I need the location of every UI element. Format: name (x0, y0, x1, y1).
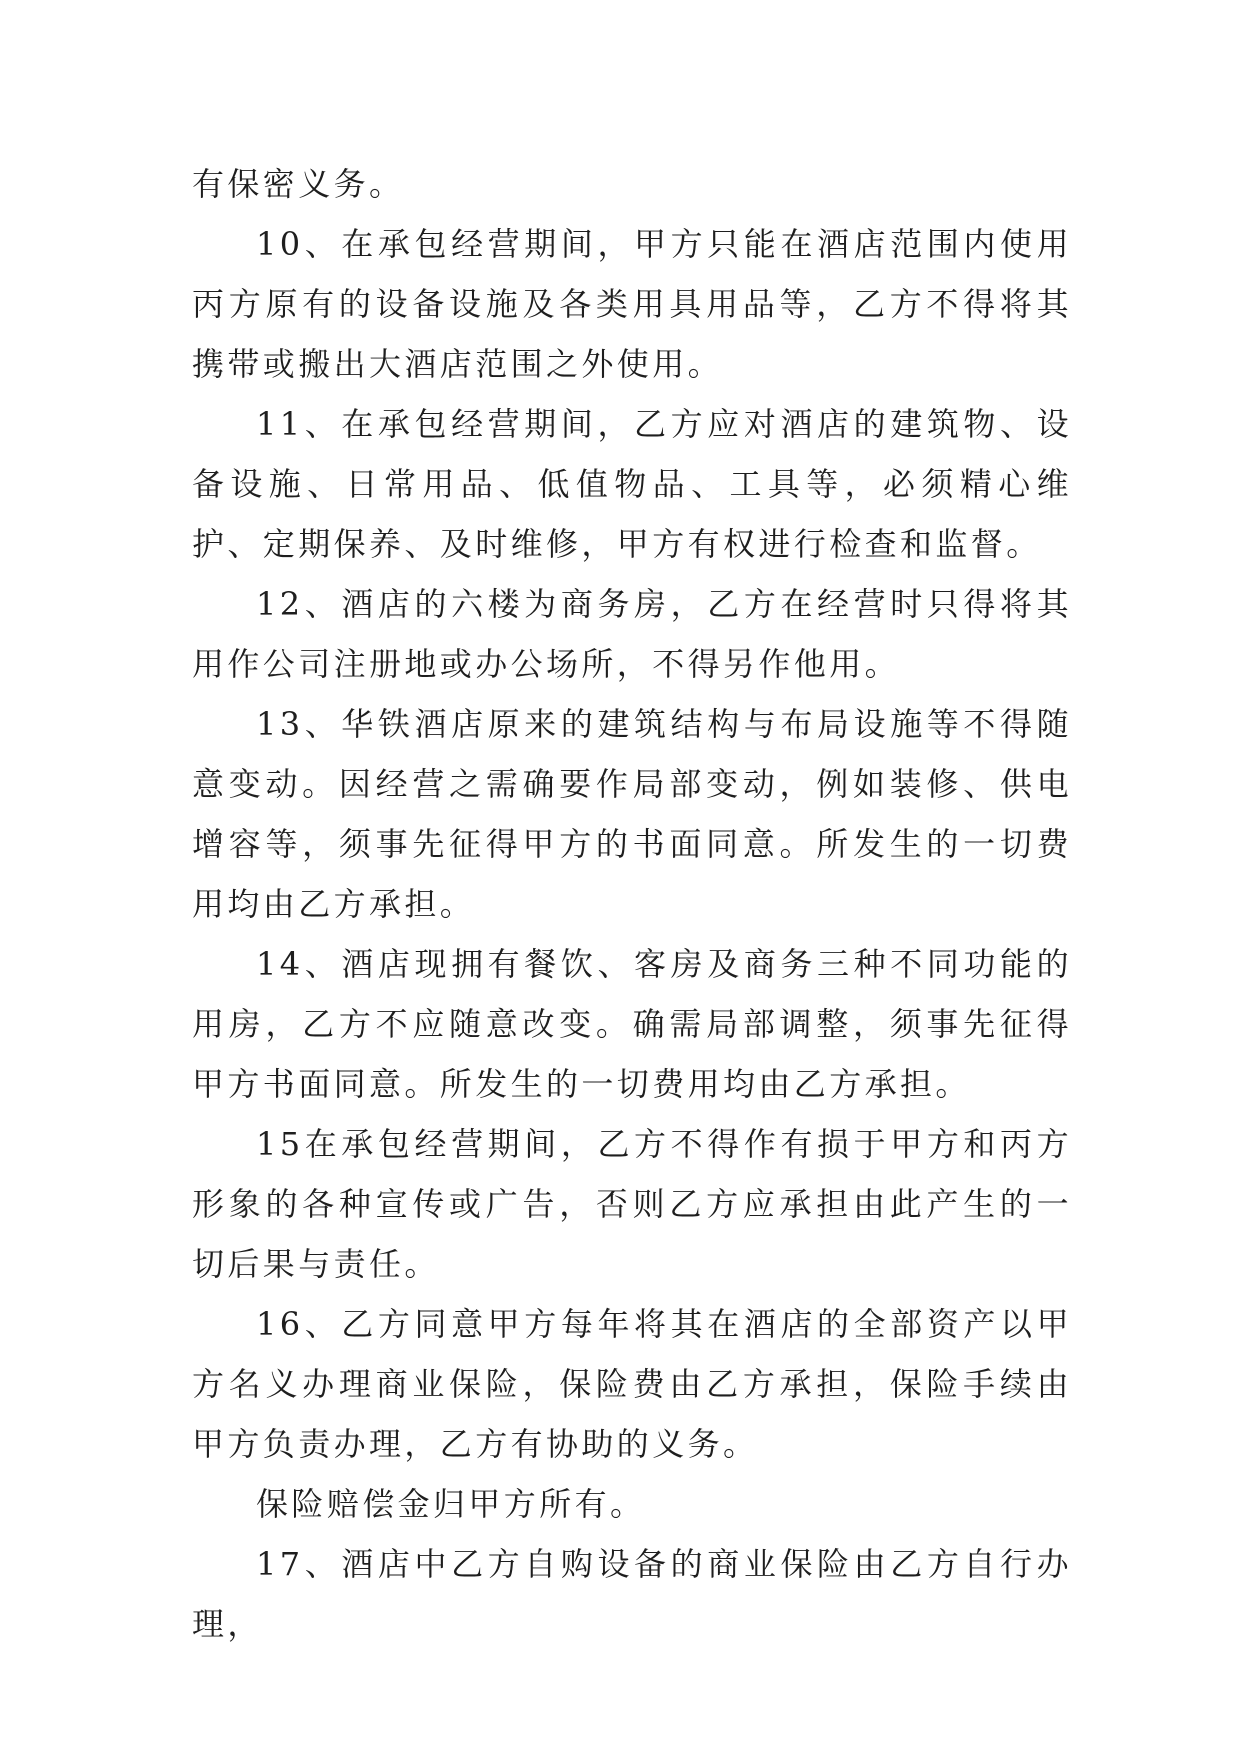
clause-10: 10、在承包经营期间，甲方只能在酒店范围内使用丙方原有的设备设施及各类用具用品等，乙方不得将其携带或搬出大酒店范围之外使用。 (192, 225, 1072, 383)
clause-11: 11、在承包经营期间，乙方应对酒店的建筑物、设备设施、日常用品、低值物品、工具等，必须精心维护、定期保养、及时维修，甲方有权进行检查和监督。 (192, 405, 1072, 563)
clause-16: 16、乙方同意甲方每年将其在酒店的全部资产以甲方名义办理商业保险，保险费由乙方承担，保险手续由甲方负责办理，乙方有协助的义务。 (192, 1305, 1072, 1463)
clause-14: 14、酒店现拥有餐饮、客房及商务三种不同功能的用房，乙方不应随意改变。确需局部调整，须事先征得甲方书面同意。所发生的一切费用均由乙方承担。 (192, 945, 1072, 1103)
clause-16-note: 保险赔偿金归甲方所有。 (256, 1485, 646, 1523)
clause-15: 15在承包经营期间，乙方不得作有损于甲方和丙方形象的各种宣传或广告，否则乙方应承担由此产生的一切后果与责任。 (192, 1125, 1072, 1283)
document-body (192, 154, 1072, 1654)
clause-13: 13、华铁酒店原来的建筑结构与布局设施等不得随意变动。因经营之需确要作局部变动，例如装修、供电增容等，须事先征得甲方的书面同意。所发生的一切费用均由乙方承担。 (192, 705, 1072, 923)
clause-17: 17、酒店中乙方自购设备的商业保险由乙方自行办理， (192, 1545, 1072, 1643)
clause-12: 12、酒店的六楼为商务房，乙方在经营时只得将其用作公司注册地或办公场所，不得另作他用。 (192, 585, 1072, 683)
paragraph-continuation: 有保密义务。 (192, 165, 405, 203)
